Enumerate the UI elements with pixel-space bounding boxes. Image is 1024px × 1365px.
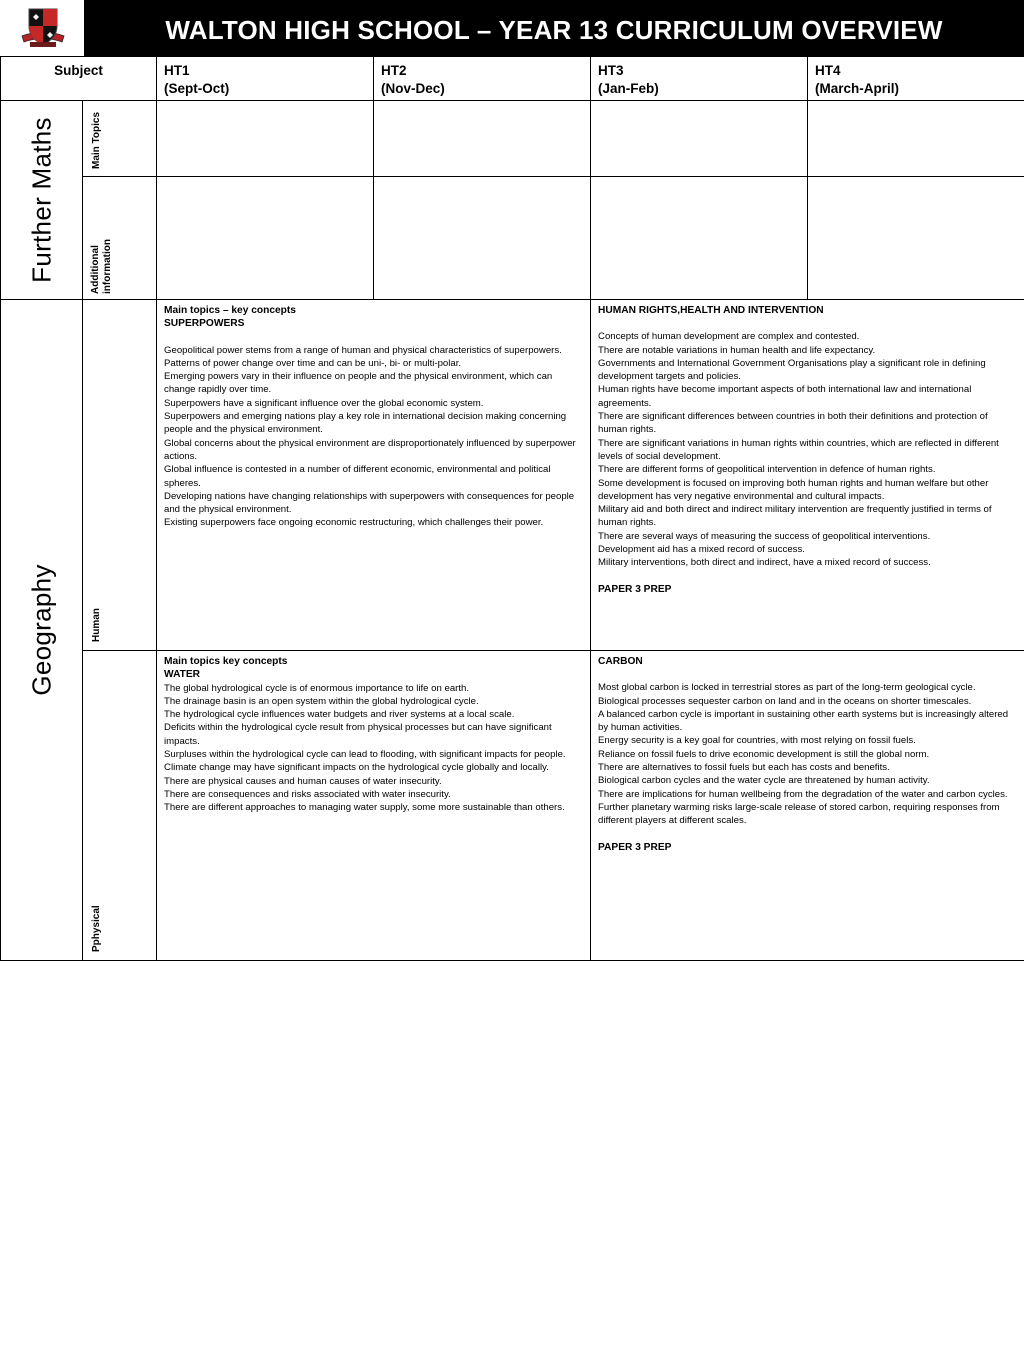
ht4-dates: (March-April) bbox=[815, 81, 900, 96]
physical-label-cell bbox=[83, 651, 157, 961]
human-rights-point: Human rights have become important aspects of both international law and international agreements. bbox=[598, 384, 972, 409]
water-point: There are different approaches to managing water supply, some more sustainable than others. bbox=[164, 802, 565, 814]
further-maths-ht3-additional bbox=[591, 177, 808, 300]
ht3-label: HT3 bbox=[598, 63, 624, 78]
carbon-point: There are implications for human wellbeing from the degradation of the water and carbon cycles. bbox=[598, 788, 1008, 800]
superpowers-point: Superpowers and emerging nations play a key role in international decision making concerning people and the physical environment. bbox=[164, 411, 567, 436]
ht1-label: HT1 bbox=[164, 63, 190, 78]
human-label: Human bbox=[91, 608, 102, 642]
further-maths-ht1-topics bbox=[157, 101, 374, 177]
superpowers-title: SUPERPOWERS bbox=[164, 318, 245, 330]
column-header-row bbox=[1, 57, 1024, 101]
superpowers-heading: Main topics – key concepts bbox=[164, 305, 296, 316]
water-title: WATER bbox=[164, 669, 201, 681]
further-maths-ht3-topics bbox=[591, 101, 808, 177]
header-bar bbox=[0, 0, 1024, 56]
further-maths-subject-cell bbox=[1, 101, 83, 300]
ht2-dates: (Nov-Dec) bbox=[381, 81, 445, 96]
further-maths-ht4-topics bbox=[808, 101, 1024, 177]
superpowers-point: Patterns of power change over time and can be uni-, bi- or multi-polar. bbox=[164, 357, 462, 369]
logo-area bbox=[0, 0, 84, 56]
geography-human-row bbox=[1, 300, 1024, 651]
ht3-header bbox=[591, 57, 808, 101]
carbon-cell bbox=[591, 651, 1024, 961]
further-maths-additional-row bbox=[1, 177, 1024, 300]
superpowers-point: Superpowers have a significant influence over the global economic system. bbox=[164, 397, 484, 409]
superpowers-point: Geopolitical power stems from a range of human and physical characteristics of superpowers. bbox=[164, 344, 562, 356]
carbon-point: Biological carbon cycles and the water cycle are threatened by human activity. bbox=[598, 775, 930, 787]
carbon-point: Reliance on fossil fuels to drive economic development is still the global norm. bbox=[598, 748, 930, 760]
human-rights-point: There are several ways of measuring the success of geopolitical interventions. bbox=[598, 530, 931, 542]
paper-3-prep-label: PAPER 3 PREP bbox=[598, 841, 672, 853]
human-label-cell bbox=[83, 300, 157, 651]
water-point: Climate change may have significant impacts on the hydrological cycle globally and locally. bbox=[164, 762, 549, 774]
further-maths-ht4-additional bbox=[808, 177, 1024, 300]
carbon-point: There are alternatives to fossil fuels but each has costs and benefits. bbox=[598, 762, 890, 774]
human-rights-point: Development aid has a mixed record of success. bbox=[598, 544, 805, 556]
additional-info-label bbox=[90, 239, 114, 294]
human-rights-point: There are different forms of geopolitical intervention in defence of human rights. bbox=[598, 464, 936, 476]
ht1-dates: (Sept-Oct) bbox=[164, 81, 230, 96]
curriculum-table bbox=[0, 56, 1024, 961]
further-maths-ht2-additional bbox=[374, 177, 591, 300]
ht4-label: HT4 bbox=[815, 63, 841, 78]
human-rights-point: Governments and International Government Organisations play a significant role in defining development targets and policies. bbox=[598, 357, 986, 383]
geography-title: Geography bbox=[26, 564, 56, 696]
page-title: WALTON HIGH SCHOOL – YEAR 13 CURRICULUM OVERVIEW bbox=[165, 15, 943, 45]
superpowers-point: Emerging powers vary in their influence on people and the physical environment, which can change rapidly over time. bbox=[164, 371, 553, 396]
water-point: The global hydrological cycle is of enormous importance to life on earth. bbox=[164, 682, 470, 694]
carbon-point: Energy security is a key goal for countries, with most relying on fossil fuels. bbox=[598, 735, 916, 747]
human-rights-point: Military interventions, both direct and indirect, have a mixed record of success. bbox=[598, 557, 931, 569]
ht3-dates: (Jan-Feb) bbox=[598, 81, 659, 96]
carbon-point: A balanced carbon cycle is important in sustaining other earth systems but is increasingly altered by human activities. bbox=[598, 708, 1009, 734]
carbon-point: Most global carbon is locked in terrestrial stores as part of the long-term geological cycle. bbox=[598, 682, 976, 694]
human-rights-point: There are significant variations in human rights within countries, which are reflected in different levels of social development. bbox=[598, 437, 999, 462]
superpowers-cell bbox=[157, 300, 591, 651]
carbon-heading: CARBON bbox=[598, 656, 643, 667]
physical-label: Pphysical bbox=[91, 905, 102, 952]
carbon-point: Biological processes sequester carbon on land and in the oceans on shorter timescales. bbox=[598, 695, 972, 707]
water-point: There are physical causes and human causes of water insecurity. bbox=[164, 775, 442, 787]
human-rights-point: There are notable variations in human health and life expectancy. bbox=[598, 344, 876, 356]
main-topics-label: Main Topics bbox=[91, 111, 102, 169]
superpowers-point: Global concerns about the physical environment are disproportionately influenced by superpower actions. bbox=[164, 437, 576, 462]
carbon-point: Further planetary warming risks large-scale release of stored carbon, requiring responses from different players at different scales. bbox=[598, 801, 1000, 827]
human-rights-heading: HUMAN RIGHTS,HEALTH AND INTERVENTION bbox=[598, 305, 824, 316]
human-rights-point: Some development is focused on improving both human rights and human welfare but other development has very negative environmental and cultural impacts. bbox=[598, 477, 989, 502]
water-heading: Main topics key concepts bbox=[164, 656, 288, 667]
geography-physical-row bbox=[1, 651, 1024, 961]
paper-3-prep-label: PAPER 3 PREP bbox=[598, 583, 672, 595]
water-point: Surpluses within the hydrological cycle can lead to flooding, with significant impacts for people. bbox=[164, 749, 566, 761]
ht1-header bbox=[157, 57, 374, 101]
water-point: The hydrological cycle influences water budgets and river systems at a local scale. bbox=[164, 709, 515, 721]
additional-info-label-line2: information bbox=[102, 239, 113, 294]
superpowers-point: Existing superpowers face ongoing economic restructuring, which challenges their power. bbox=[164, 517, 544, 529]
superpowers-point: Global influence is contested in a number of different economic, environmental and political spheres. bbox=[164, 464, 551, 489]
water-point: Deficits within the hydrological cycle result from physical processes but can have significant impacts. bbox=[164, 722, 552, 747]
further-maths-title: Further Maths bbox=[26, 117, 56, 283]
additional-info-label-cell bbox=[83, 177, 157, 300]
ht2-label: HT2 bbox=[381, 63, 407, 78]
human-rights-point: Concepts of human development are complex and contested. bbox=[598, 331, 860, 343]
superpowers-point: Developing nations have changing relationships with superpowers with consequences for people and the physical environment. bbox=[164, 490, 575, 516]
additional-info-label-line1: Additional bbox=[90, 245, 101, 294]
water-point: The drainage basin is an open system within the global hydrological cycle. bbox=[164, 695, 479, 707]
ht4-header bbox=[808, 57, 1024, 101]
school-crest-icon bbox=[20, 6, 66, 50]
water-point: There are consequences and risks associated with water insecurity. bbox=[164, 788, 451, 800]
human-rights-point: Military aid and both direct and indirect military intervention are frequently justified in terms of human rights. bbox=[598, 504, 992, 529]
human-rights-point: There are significant differences between countries in both their definitions and protection of human rights. bbox=[598, 411, 988, 436]
water-cell bbox=[157, 651, 591, 961]
further-maths-ht2-topics bbox=[374, 101, 591, 177]
further-maths-ht1-additional bbox=[157, 177, 374, 300]
further-maths-main-topics-row bbox=[1, 101, 1024, 177]
ht2-header bbox=[374, 57, 591, 101]
human-rights-cell bbox=[591, 300, 1024, 651]
geography-subject-cell bbox=[1, 300, 83, 961]
main-topics-label-cell bbox=[83, 101, 157, 177]
subject-header: Subject bbox=[1, 57, 157, 101]
